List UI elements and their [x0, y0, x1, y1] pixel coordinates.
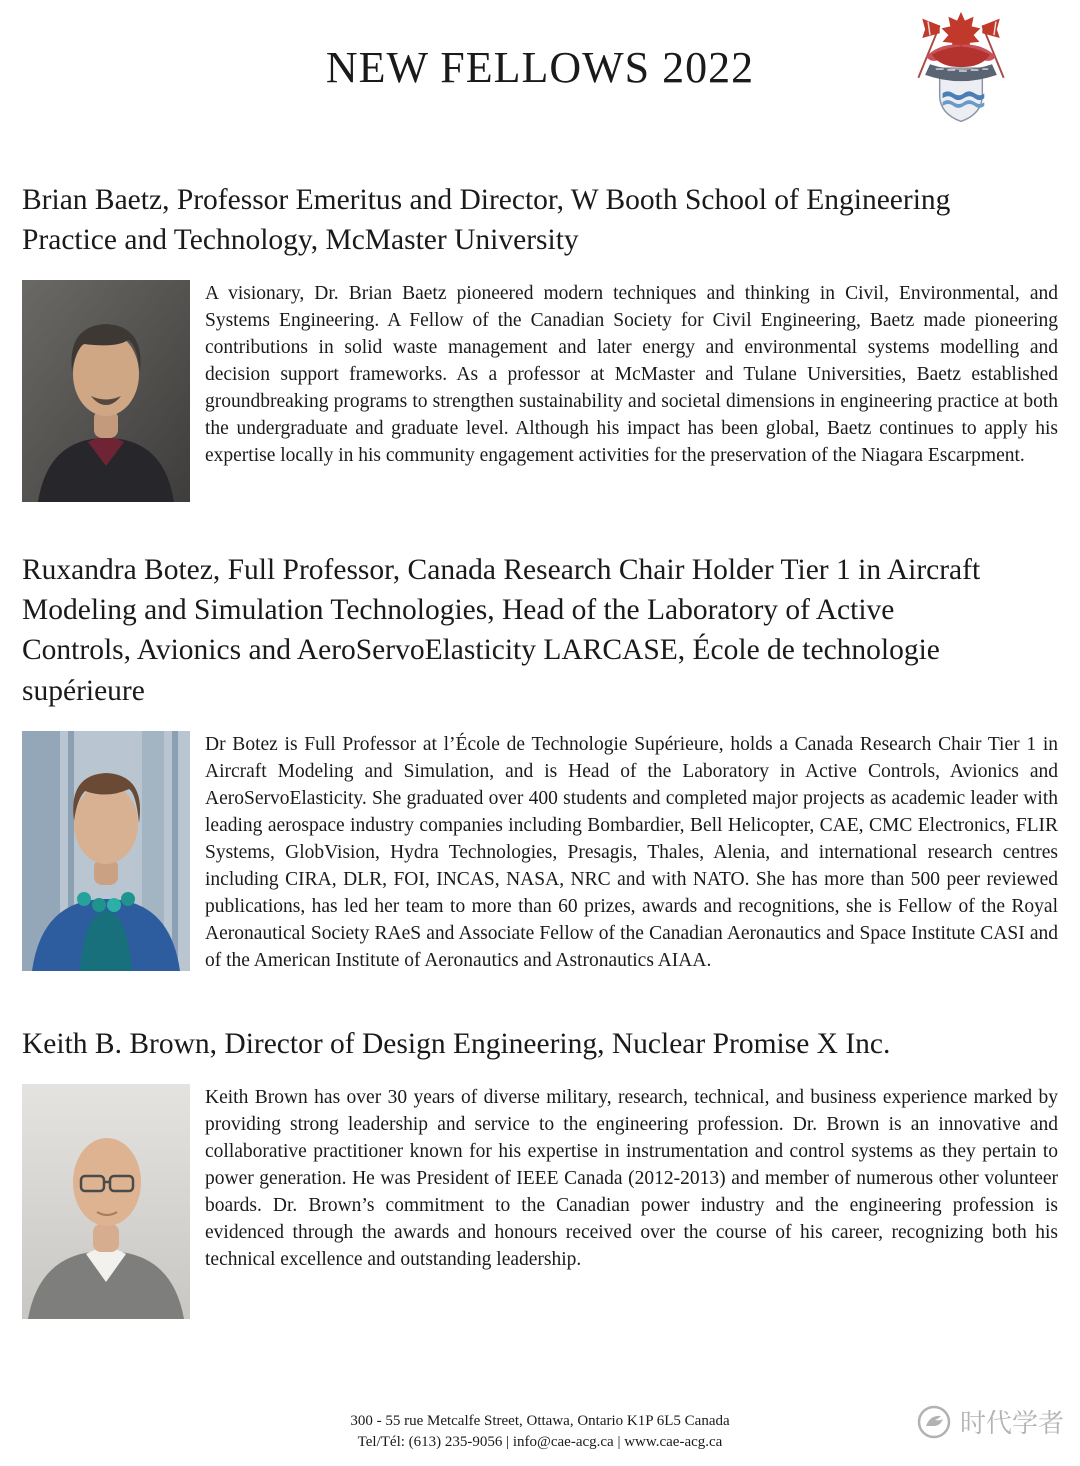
fellow-section-keith-brown: [22, 1024, 1058, 1319]
watermark: [916, 1403, 1064, 1440]
fellow-bio: Dr Botez is Full Professor at l’École de Technologie Supérieure, holds a Canada Research Chair Tier 1 in Aircraft Modeling and Simulation, and is Head of the Laboratory in Active Controls, Avionics and AeroServoElasticity. She graduated over 400 students and completed major projects as academic leader with leading aerospace industry companies including Bombardier, Bell Helicopter, CAE, CMC Electronics, FLIR Systems, GlobVision, Hydra Technologies, Presagis, Thales, Alenia, and international research centres including CIRA, DLR, FOI, INCAS, NASA, NRC and with NATO. She has more than 500 peer reviewed publications, has led her team to more than 60 prizes, awards and recognitions, she is Fellow of the Royal Aeronautical Society RAeS and Associate Fellow of the Canadian Aeronautics and Space Institute CASI and of the American Institute of Aeronautics and Astronautics AIAA.: [205, 733, 1058, 971]
page-header: [0, 0, 1080, 140]
footer-address: 300 - 55 rue Metcalfe Street, Ottawa, Ontario K1P 6L5 Canada: [350, 1412, 730, 1429]
fellow-portrait-photo: [22, 731, 190, 971]
fellow-heading: Brian Baetz, Professor Emeritus and Director, W Booth School of Engineering Practice and Technology, McMaster University: [22, 184, 951, 257]
watermark-label: 时代学者: [959, 1408, 1064, 1438]
fellow-portrait-photo: [22, 280, 190, 502]
fellow-bio: Keith Brown has over 30 years of diverse military, research, technical, and business experience marked by providing strong leadership and service to the engineering profession. Dr. Brown is an innovative and collaborative practitioner known for his expertise in instrumentation and control systems as they pertain to power generation. He was President of IEEE Canada (2012-2013) and member of numerous other volunteer boards. Dr. Brown’s commitment to the Canadian power industry and the engineering profession is evidenced through the awards and honours received over the course of his career, recognizing both his technical excellence and outstanding leadership.: [205, 1086, 1058, 1270]
fellow-section-ruxandra-botez: [22, 550, 1058, 973]
fellow-heading: Keith B. Brown, Director of Design Engineering, Nuclear Promise X Inc.: [22, 1027, 891, 1060]
crest-icon: [902, 8, 1020, 134]
fellow-section-brian-baetz: [22, 180, 1058, 502]
page-title: NEW FELLOWS 2022: [325, 43, 755, 92]
fellow-portrait-photo: [22, 1084, 190, 1319]
fellow-bio: A visionary, Dr. Brian Baetz pioneered modern techniques and thinking in Civil, Environmental, and Systems Engineering. A Fellow of the Canadian Society for Civil Engineering, Baetz made pioneering contributions in solid waste management and later energy and environmental systems modelling and decision support frameworks. As a professor at McMaster and Tulane Universities, Baetz established groundbreaking programs to strengthen sustainability and societal dimensions in engineering practice at both the undergraduate and graduate level. Although his impact has been global, Baetz continues to apply his expertise locally in his community engagement activities for the preservation of the Niagara Escarpment.: [205, 283, 1058, 467]
page-content: [0, 180, 1080, 1319]
scholar-circle-icon: [916, 1404, 952, 1440]
fellow-heading: Ruxandra Botez, Full Professor, Canada Research Chair Holder Tier 1 in Aircraft Modeling and Simulation Technologies, Head of the Laboratory of Active Controls, Avionics and AeroServoElasticity LARCASE, École de technologie supérieure: [22, 554, 981, 707]
cae-crest-logo: [902, 8, 1020, 134]
footer-contact: Tel/Tél: (613) 235-9056 | info@cae-acg.ca | www.cae-acg.ca: [357, 1434, 723, 1451]
